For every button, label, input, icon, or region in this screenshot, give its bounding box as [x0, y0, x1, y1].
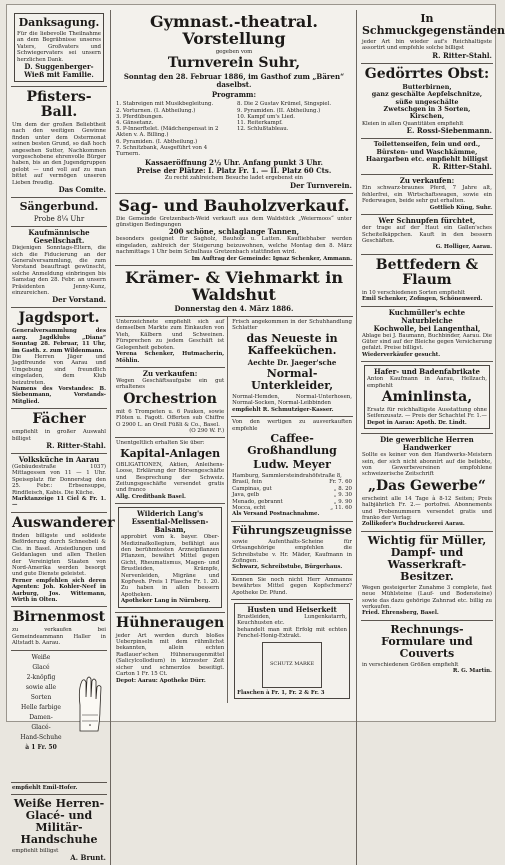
ad-title: Husten und Heiserkeit [247, 605, 337, 615]
ad-weisse-handschuhe [11, 795, 107, 865]
ad-sign: R. Ritter-Stahl. [432, 50, 492, 60]
middle-column [115, 10, 357, 865]
program-left [116, 101, 231, 157]
price-table [232, 479, 352, 511]
glove-line: sowie alle [25, 683, 57, 691]
ad-line: Kirschen, [409, 112, 445, 121]
ad-invite: Zu recht zahlreichem Besuche ladet ergebenst ein [164, 175, 304, 182]
program-item: 7. Schnitzbank, Ausgeführt von 4 Turnern. [116, 144, 208, 158]
ad-kennen [231, 575, 353, 600]
ad-title: Caffee-Großhandlung [247, 431, 337, 457]
ad-body: Wegen Geschäftsaufgabe ein gut erhaltenes [116, 377, 225, 391]
ad-title: das Neueste in Kaffeeküchen. [246, 331, 338, 357]
ad-rechnung [361, 621, 493, 678]
middle-right-sub [231, 317, 353, 703]
price-item: Mocca, echt [232, 504, 266, 511]
ad-sign: Fried. Ehrensberg, Basel. [361, 610, 439, 617]
ad-body: finden billigste und solideste Beförderung durch Schneebeli & Cie. in Basel. Ansiedlungen und Geldanlagen und allen Theilen der Vereinigten Staaten von Nord-Amerika werden besorgt und gute Dienste geleistet. [12, 532, 106, 578]
ad-title: Jagdsport. [18, 310, 100, 327]
glove-line: Helle farbige [21, 703, 61, 711]
ad-schnupfen [361, 215, 493, 255]
ad-ball [11, 87, 107, 198]
program-right [237, 101, 352, 157]
ad-sign: E. Rossi-Siebenmann. [406, 126, 492, 136]
glove-illustration-icon [72, 661, 106, 747]
ad-orchestrion [115, 368, 225, 438]
ad-fuehrung [231, 522, 353, 575]
ad-body: Unterzeichnete empfiehlt sich auf demselben Markte zum Einkaufen von Vieh, Kälbern und Schweinen. Fürsprechen zu jedem Geschäft ist Gelegenheit geboten. [116, 319, 225, 351]
ad-title: Kapital-Anlagen [120, 446, 221, 460]
middle-left-sub [115, 317, 228, 703]
ad-title: Fächer [32, 411, 86, 428]
ad-title: Bettfedern & Flaum [375, 256, 479, 288]
ad-pre: Frisch angekommen in der Schuhhandlung Schlatter [232, 319, 352, 332]
ad-body: in verschiedenen Größen empfiehlt [361, 661, 459, 668]
glove-line: 2-knöpfig [26, 673, 56, 681]
ad-title: Wer Schnupfen fürchtet, [378, 216, 476, 226]
glove-text-list [12, 653, 70, 753]
ad-kasse: Kassaeröffnung 2½ Uhr. Anfang punkt 3 Uhr. [144, 158, 323, 168]
ad-sign: R. Ritter-Stahl. [432, 162, 492, 172]
ad-body: Kleien in allen Quantitäten empfiehlt [361, 120, 464, 127]
price-item: Java, gelb [232, 492, 260, 499]
ad-body: der trage auf der Haut ein Gallen'sches Scheitelkäppchen. Kauft in den bessern Geschäften. [361, 225, 492, 244]
ad-body: (Gebäudestraße 1037) Mittagessen von 11 — 1 Uhr. Speiseplatz für Donnerstag den 25. Febr.: Erbsensuppe, Rindfleisch, Kabis. Die Küche. [12, 464, 106, 496]
ad-body: sowie Aufenthalts-Scheine für Ortsangehörige empfehlen die Schreibstube v. Hr. Mäder, Kaufmann in Zofingen. [232, 538, 352, 564]
ad-place: Hamburg, Sammlersteindrahöfstraße 8, [232, 472, 342, 479]
program-item: 3. Pferdübungen. [116, 113, 164, 120]
ad-body: Für die liebevolle Theilnahme an dem Begräbnisse unseres Vaters, Großvaters und Schwiegervaters sei unsern herzlichen Dank. [17, 31, 101, 63]
ad-kaufmaennisch [11, 227, 107, 308]
ad-sub: Aechte Dr. Jaeger'sche [247, 357, 337, 367]
stamp-text: SCHUTZ MARKE [270, 661, 315, 668]
ad-body: behandelt man mit Erfolg mit echten Fenchel-Honig-Extrakt. [237, 626, 347, 640]
ad-body: Ein schwarz-braunes Pferd, 7 Jahre alt, fehlerfrei, ein Wirtschaftswagen, sowie ein Federwagen, beide sehr gut erhalten. [361, 185, 492, 205]
ad-sub: Brustleiden, Lungenkatarrh, Keuchhusten etc. [237, 614, 347, 627]
ad-date: Donnerstag den 4. März 1886. [174, 304, 294, 314]
left-column [11, 10, 115, 865]
ad-body: Wegen gesteigerter Zunahme 3 complete, fast neue Mühlsteine (Lauf- und Bodensteine) sowie das dazu gehörige Zahnrad etc. billig zu verkaufen. [361, 584, 492, 611]
ad-body: Kennen Sie noch nicht Herr Ammanns bewährtes Mittel gegen Kopfschmerz? Apotheke Dr. Pfund. [232, 576, 352, 596]
glove-line: Hand-Schuhe [20, 733, 62, 741]
ad-body: jeder Art bin wieder auf's Reichhaltigste assortirt und empfehle solche billigst [361, 39, 492, 52]
ad-title: Wilderich Lang's Essential-Melissen-Balsam, [131, 509, 209, 535]
ad-line: Butterbirnen, [402, 82, 452, 91]
ad-sign: Apotheker Lang in Nürnberg. [121, 598, 211, 605]
ad-sign: Im Auftrag der Gemeinde: Ignaz Schenker, Ammann. [191, 255, 352, 262]
ad-saengerbund [11, 198, 107, 227]
program-item: 12. Schlußtableau. [236, 126, 289, 133]
ad-sign: Depot in Aarau: Apoth. Dr. Lindt. [366, 419, 467, 426]
ad-sign: Gottlieb Küng, Suhr. [429, 204, 492, 211]
program-item: 8. Die 2 Gustav Krümel, Singspiel. [236, 101, 332, 108]
ad-item: Orchestrion [123, 390, 217, 407]
program-item: 1. Stabreigen mit Musikbegleitung. [116, 101, 214, 108]
ad-title: Weiße Herren-Glacé- und Militär-Handschuhe [13, 796, 105, 846]
ad-rest: besonders geeignet für Sagholz, Bauholz u. Latten. Kaufliebhaber werden eingeladen, zahlreich der Steigerung beizuwohnen, welche Montag den 8. März nachmittags 1 Uhr beim Schulhaus Gretzenbach stattfinden wird. [116, 236, 352, 256]
ad-aminlinsta [361, 362, 493, 434]
ad-sign: A. Brunt. [70, 853, 106, 863]
ad-body: Die Gemeinde Gretzenbach-Weid verkauft aus dem Waldstück „Weiermoos“ unter günstigen Bedingungen [116, 215, 352, 229]
ad-pre: Die gewerbliche Herren Handwerker [380, 435, 474, 453]
ad-sign: Wiederverkäufer gesucht. [361, 351, 441, 358]
ad-title: Auswanderer [12, 514, 115, 531]
ad-body: jeder Art werden durch bloßes Ueberpinseln mit dem rühmlichst bekannten, allein echten Radlauer'schen Hühneraugenmittel (Salicylcollodium) in kürzester Zeit sicher und schmerzlos beseitigt. Carton 1 Fr. 15 Ct. [116, 632, 225, 678]
ad-sign: empfiehlt R. Schmutziger-Kasser. [232, 406, 334, 413]
ad-sign: Verena Schenker, Hutmacherin, Möhlin. [116, 351, 225, 364]
ad-count: 200 schöne, schlaglange Tannen, [168, 227, 300, 237]
ad-club: Turnverein Suhr, [167, 55, 301, 72]
ad-gewerbe [361, 434, 493, 532]
ad-body: empfiehlt billigst [12, 847, 59, 854]
ad-detail: mit 6 Trompeten u. 6 Pauken, sowie Flöten u. Fagott. Offerten sub Chiffre O 2900 L. an Orell Füßli & Co., Basel. [116, 408, 225, 428]
ad-date: Sonntag den 28. Februar 1886, im Gasthof zum „Bären“ daselbst. [123, 72, 345, 90]
ad-code: (O 290 W. F.) [189, 427, 225, 434]
ad-pferd [361, 175, 493, 215]
ad-body: OBLIGATIONEN, Aktien, Anleihens-Loose, Erklärung der Börsengeschäfte und Besprechung der Schweiz. Zeitungsgeschäfte versendet gratis und franco [116, 461, 225, 494]
ad-body: Toilettenseifen, fein und ord., Bürsten- und Waschkämme, Haargarben etc. empfiehlt billigst [366, 140, 488, 164]
program-item: 5. P-Innerftelet. (Mädchenpensat in 2 Akten v. A. Billing.) [116, 126, 219, 139]
ad-sign: Als Versand Postnachnahme. [232, 511, 320, 518]
ad-title: Hühneraugen [116, 614, 225, 631]
ad-title: Sängerbund. [19, 200, 99, 214]
glove-line: Glacé [32, 663, 50, 671]
ad-faecher [11, 409, 107, 454]
ad-given: gegeben vom [215, 49, 253, 55]
ad-body2: Ersatz für reichhaltigste Ausstattung ohne Seifenzusatz. — Preis der Schachtel Fr. 1.— [366, 406, 487, 420]
ad-title: Rechnungs-Formulare und Couverts [381, 622, 473, 660]
ad-prices: Preise der Plätze: I. Platz Fr. 1. — II. Platz 60 Cts. [136, 166, 332, 176]
right-column [361, 10, 505, 865]
ad-price: Flaschen à Fr. 1, Fr. 2 & Fr. 3 [237, 689, 325, 696]
price-item: Menado, gebrannt [232, 498, 283, 505]
price-value: Fr. 7. 60 [329, 479, 352, 486]
ad-sign: Depot: Aarau: Apotheke Dürr. [116, 677, 206, 684]
program-list [116, 101, 352, 157]
program-item: 2. Vorturnen. (I. Abtheilung.) [116, 107, 196, 114]
ad-body: Die Herren Jäger und Jagdfreunde von Aarau und Umgebung sind freundlich eingeladen, dem Klub beizutreten. [12, 353, 106, 386]
ad-title: „Das Gewerbe“ [367, 477, 486, 494]
ad-body: Um dem der großen Beliebtheit nach den weitigen Gewinne finden unter dem Ostermonat seinen besten Grund, so daß hoch angesehen Sutter, Nachkommen vorgeschobene ehrenvolle Bürger haben, bis an den Jugendgruppen gelobt — und voll auf zu man bittet auf vermögen unseren Lieben freudig. [12, 122, 106, 186]
program-item: 6. Pyramiden. (I. Abtheilung.) [116, 138, 198, 145]
ad-sign: Zollikofer's Buchdruckerei Aarau. [361, 521, 465, 528]
ad-kaffee [231, 417, 353, 522]
ad-title: Danksagung. [18, 16, 100, 29]
ad-body: Anton Kaufmann in Aarau, Hellzach, empfiehlt [366, 376, 487, 389]
trademark-stamp-icon [262, 642, 322, 688]
ad-name: Ludw. Meyer [253, 457, 331, 471]
price-value: „ 11. 60 [330, 504, 352, 511]
ad-title: Pfisters-Ball. [26, 89, 92, 121]
newspaper-page [6, 4, 505, 863]
ad-husten [231, 600, 353, 703]
ad-title: Gymnast.-theatral. Vorstellung [150, 12, 318, 48]
ad-birnenmost [11, 607, 107, 650]
ad-handschuhe [11, 651, 107, 783]
ad-product: Aminlinsta, [381, 388, 473, 405]
ad-jagdsport [11, 308, 107, 409]
ad-sign: R. G. Martin. [452, 668, 492, 675]
ad-sign: G. Holliger, Aarau. [435, 244, 492, 251]
ad-line: ganz geschälte Aepfelschnitze, [371, 90, 483, 99]
program-item: 11. Reiterkampf. [236, 120, 283, 127]
ad-sign: D. Suggenberger-Wieß mit Familie. [24, 62, 94, 80]
ad-title: Birnenmost [12, 609, 106, 626]
ad-sign: Schwarz, Schreibstube, Bürgerhaus. [232, 564, 343, 571]
ad-pre: Von den wertigen zu ausverkauften empfehle [232, 419, 352, 432]
ad-body: Ablage bei J. Baumann, Buchbinder, Aarau. Die Güter sind auf der Bleiche gegen Versicherung gefalzt. Preise billigst. [361, 332, 492, 352]
ad-title: Führungszeugnisse [232, 523, 352, 537]
middle-split [115, 317, 353, 703]
ad-bettfedern [361, 255, 493, 307]
ad-huehneraugen [115, 613, 225, 687]
ad-sign: Marktanzeige 11 Ciel & Fr. 1.— [12, 496, 106, 509]
ad-title: Zu verkaufen: [399, 176, 455, 186]
ad-kraemer-body [115, 317, 225, 368]
ad-body: empfiehlt in großer Auswahl billigst [12, 429, 106, 442]
ad-gymnast-vorstellung [115, 10, 353, 194]
glove-line: Weiße [31, 653, 51, 661]
ad-volkskueche [11, 454, 107, 513]
ad-schmuck [361, 10, 505, 64]
ad-melissen [115, 504, 225, 612]
ad-sign: Allg. Creditbank Basel. [116, 493, 186, 500]
ad-program-heading: Programm: [211, 90, 257, 100]
ad-intro: Unentgeltlich erhalten Sie über: [116, 440, 205, 447]
price-value: „ 9. 30 [333, 492, 352, 499]
price-item: Campinas, gut [232, 485, 272, 492]
ad-body: in 10 verschiedenen Sorten empfiehlt [361, 289, 465, 296]
ad-title: In Schmuckgegenständen [361, 12, 505, 37]
ad-line: Zwetschgen in 3 Sorten, [383, 105, 471, 114]
ad-more: erscheint alle 14 Tage à 8-12 Seiten; Preis halbjährlich Fr. 2.— portofrei. Abonnements und Probenummern versendet gratis und franko der Verlag: [361, 495, 492, 522]
ad-title2: Normal-Unterkleider, [251, 366, 334, 392]
price-value: „ 8. 20 [333, 485, 352, 492]
program-item: 4. Gänsetanz. [116, 120, 154, 127]
ad-sub: Kochwolle, bei Langenthal, [373, 323, 481, 333]
ad-body: zu verkaufen bei Gemeindeammann Haller in Altstadt b. Aarau. [12, 627, 106, 647]
ad-body: Probe 8¼ Uhr [33, 215, 85, 224]
ad-holzverkauf [115, 194, 353, 266]
ad-sign: Namens des Vorstandes: B. Siebenmann, Vorstands-Mitglied. [12, 386, 106, 405]
ad-title: Hafer- und Badenfabrikate [374, 367, 480, 377]
ad-title: Gedörrtes Obst: [364, 65, 490, 82]
price-value: „ 9. 90 [333, 498, 352, 505]
glove-line: Sorten [30, 693, 52, 701]
ad-auswanderer [11, 513, 115, 607]
ad-mueller [361, 532, 493, 621]
ad-body: Sollte es keiner von den Handwerks-Meistern sein, der sich nicht abonnirt auf die beliebte, von Gewerbevereinen empfohlene schweizerische Zeitschrift [361, 452, 492, 478]
glove-line: Glacé- [31, 723, 51, 731]
ad-title: Kaufmännische Gesellschaft. [28, 228, 90, 246]
program-item: 9. Pyramiden. (II. Abtheilung.) [236, 107, 321, 114]
ad-sign: Ferner empfehlen sich deren Agenten: Joh. Kohler-Neef in Aarburg, Jos. Wittemann, Wirth in Olten. [12, 577, 106, 603]
ad-title: Wichtig für Müller, Dampf- und Wasserkraft-Besitzer. [367, 533, 487, 583]
ad-title: Zu verkaufen: [142, 368, 198, 378]
glove-line: Damen- [29, 713, 53, 721]
ad-title: Krämer- & Viehmarkt in Waldshut [124, 268, 343, 305]
ad-sign: Der Turnverein. [290, 180, 352, 190]
ad-subtitle: Generalversammlung des aarg. Jagdklubs „Diana“ Sonntag 28. Februar, 11 Uhr, im Gasth. z. zum Wildenmann. [12, 328, 106, 354]
ad-body: approbirt vom k. bayer. Ober-Medizinalkollegium, befähigt aus den berühmtesten Arzneipflanzen Pflanzen, bewährt Mittel gegen Gicht, Rheumatismus, Magen- und Brustleiden, Krämpfe, Nervenleiden, Migräne und Kopfweh. Preis 1 Flasche Fr. 1. 20. Zu haben in allen bessern Apotheken. [121, 534, 220, 598]
ad-naturbleiche [361, 307, 493, 363]
program-item: 10. Kampf um's Lied. [236, 113, 295, 120]
ad-title: Sag- und Bauholzverkauf. [118, 195, 350, 215]
ad-schuhhandlung [231, 317, 353, 417]
ad-handschuhe-footer [11, 783, 107, 795]
ad-sign: Der Vorstand. [52, 295, 106, 305]
price-item: Brasil, fein [232, 479, 262, 486]
ad-sign: Emil Schenker, Zofingen, Schönenwerd. [361, 296, 483, 303]
ad-title: Kuchmüller's echte Naturbleiche [388, 307, 466, 325]
ad-toilettenseifen [361, 139, 493, 175]
ad-line: süße ungeschälte [395, 97, 459, 106]
ad-body: Diejenigen Sonntags-Eltern, die sich die Fiducierung an der Generalversammlung, die zum Vorstand beauftragt gewünscht, solche Anmeldung einbringen bis Samstag den 28. Febr. an unsern Präsidenten Jenny-Kunz, einzureichen. [12, 245, 106, 296]
ad-sign: empfiehlt Emil-Hofer. [12, 784, 78, 791]
ad-sign: Das Comite. [58, 185, 106, 195]
ad-doerrobst [361, 64, 493, 139]
ad-kapital [115, 438, 225, 504]
ad-title: Volksküche in Aarau [18, 455, 100, 465]
ad-items: Normal-Hemden, Normal-Unterhosen, Normal-Socken, Normal-Leibbinden [232, 393, 352, 407]
ad-danksagung [11, 10, 107, 87]
ad-sign: R. Ritter-Stahl. [46, 441, 106, 451]
ad-kraemermarkt [115, 266, 353, 317]
glove-line: à 1 Fr. 50 [25, 743, 57, 751]
